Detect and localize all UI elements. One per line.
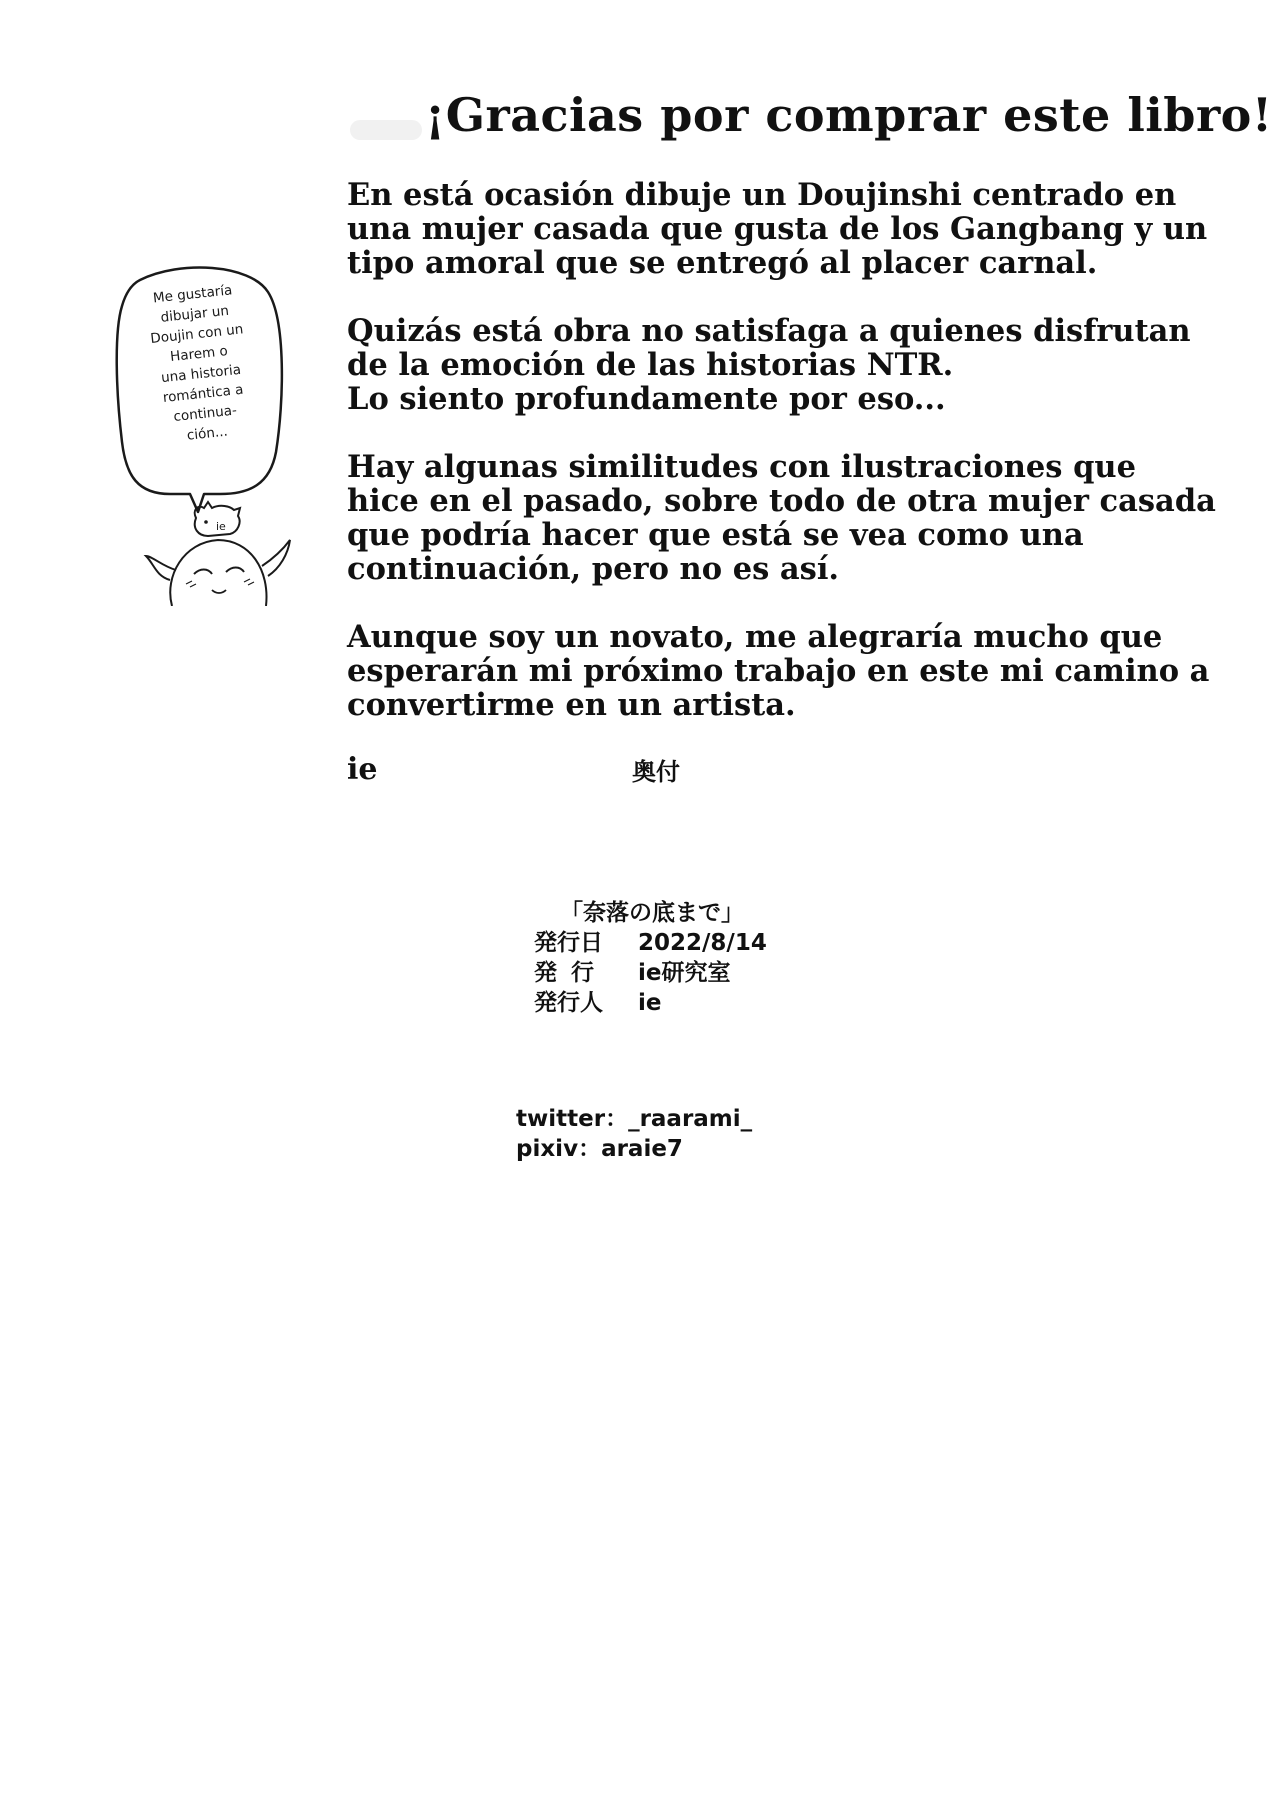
bubble-line: una historia (160, 361, 242, 387)
bubble-line: Harem o (169, 343, 229, 366)
paragraph-2 (347, 314, 1247, 416)
bubble-line: romántica a (162, 381, 245, 407)
text-line: Quizás está obra no satisfaga a quienes disfrutan (347, 313, 1191, 349)
social-links (516, 1104, 752, 1164)
colophon-value: ie研究室 (638, 960, 731, 986)
bubble-line: dibujar un (159, 302, 230, 326)
colophon-key: 発行人 (534, 990, 603, 1016)
colophon-key: 発行日 (534, 930, 603, 956)
bubble-line: Me gustaría (152, 282, 234, 307)
bubble-line: Doujin con un (149, 321, 245, 347)
text-line: esperarán mi próximo trabajo en este mi camino a (347, 653, 1210, 689)
social-separator: ： (605, 1106, 629, 1132)
social-twitter (516, 1104, 752, 1134)
afterword-body (347, 178, 1247, 756)
paragraph-1 (347, 178, 1247, 280)
faded-smudge (350, 120, 422, 140)
bubble-line: ción... (186, 423, 229, 444)
text-line: convertirme en un artista. (347, 687, 796, 723)
social-pixiv (516, 1134, 752, 1164)
text-line: de la emoción de las historias NTR. (347, 347, 954, 383)
social-handle: _raarami_ (628, 1106, 753, 1132)
text-line: Hay algunas similitudes con ilustraciones que (347, 449, 1136, 485)
colophon-row-publisher (534, 958, 767, 988)
colophon-value: ie (638, 990, 662, 1016)
paragraph-4 (347, 620, 1247, 722)
book-title: 「奈落の底まで」 (560, 900, 744, 926)
colophon-value: 2022/8/14 (638, 930, 767, 956)
bubble-note (122, 277, 278, 451)
text-line: Aunque soy un novato, me alegraría mucho que (347, 619, 1163, 655)
text-line: Lo siento profundamente por eso... (347, 381, 946, 417)
text-line: hice en el pasado, sobre todo de otra mujer casada (347, 483, 1216, 519)
colophon-key: 発行 (534, 960, 608, 986)
text-line: que podría hacer que está se vea como una (347, 517, 1084, 553)
social-label: pixiv (516, 1136, 579, 1162)
paragraph-3 (347, 450, 1247, 586)
colophon-row-issuer (534, 988, 767, 1018)
mascot-label: ie (216, 520, 226, 533)
colophon-heading: 奥付 (632, 758, 680, 786)
text-line: En está ocasión dibuje un Doujinshi centrado en (347, 177, 1177, 213)
social-separator: ： (578, 1136, 602, 1162)
social-handle: araie7 (601, 1136, 683, 1162)
text-line: continuación, pero no es así. (347, 551, 840, 587)
colophon-row-date (534, 928, 767, 958)
social-label: twitter (516, 1106, 606, 1132)
page-title: ¡Gracias por comprar este libro! (425, 88, 1273, 142)
bubble-line: continua- (172, 402, 238, 426)
colophon (534, 898, 767, 1018)
author-signature: ie (347, 752, 378, 787)
mascot-doodle-icon (138, 496, 298, 606)
text-line: tipo amoral que se entregó al placer carnal. (347, 245, 1098, 281)
text-line: una mujer casada que gusta de los Gangbang y un (347, 211, 1208, 247)
